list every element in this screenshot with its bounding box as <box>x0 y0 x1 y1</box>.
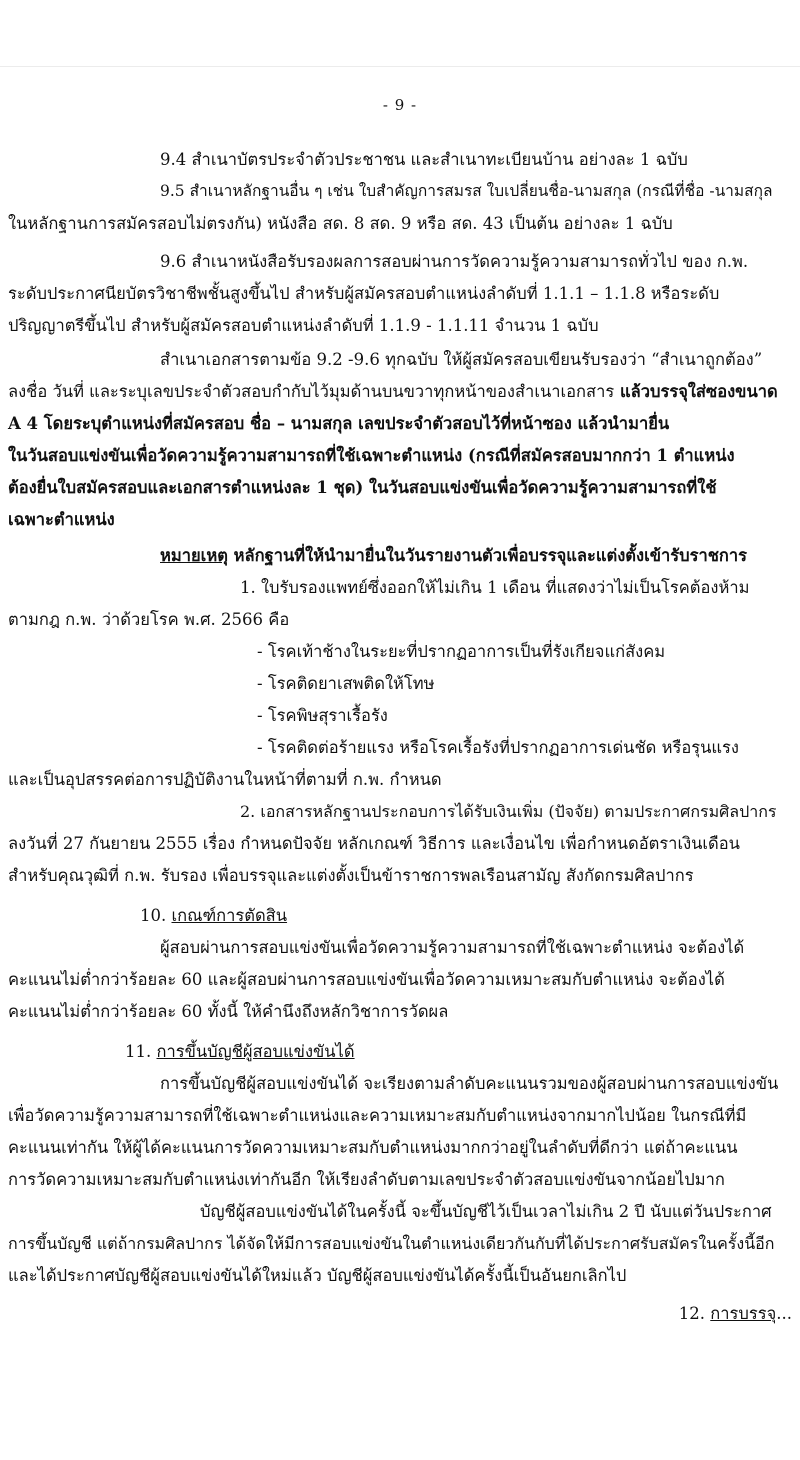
continuation-dots: ... <box>776 1304 792 1323</box>
remark-item-1-cont: ตามกฎ ก.พ. ว่าด้วยโรค พ.ศ. 2566 คือ <box>8 610 290 629</box>
remark-item-2-cont-2: สำหรับคุณวุฒิที่ ก.พ. รับรอง เพื่อบรรจุและแต่งตั้งเป็นข้าราชการพลเรือนสามัญ สังกัดกรมศิลปากร <box>8 866 694 885</box>
disease-2: - โรคติดยาเสพติดให้โทษ <box>257 674 435 693</box>
envelope-instruction: แล้วบรรจุใส่ซองขนาด <box>614 382 778 401</box>
section-10-title: เกณฑ์การตัดสิน <box>171 906 288 925</box>
item-9-5-cont: ในหลักฐานการสมัครสอบไม่ตรงกัน) หนังสือ สด. 8 สด. 9 หรือ สด. 43 เป็นต้น อย่างละ 1 ฉบับ <box>8 214 673 233</box>
section-11-heading <box>125 1042 355 1062</box>
section-10-number: 10. <box>140 906 172 925</box>
envelope-instruction-2: A 4 โดยระบุตำแหน่งที่สมัครสอบ ชื่อ – นามสกุล เลขประจำตัวสอบไว้ที่หน้าซอง แล้วนำมายื่น <box>8 414 670 433</box>
section-11-para-2: เพื่อวัดความรู้ความสามารถที่ใช้เฉพาะตำแหน่งและความเหมาะสมกับตำแหน่งจากมากไปน้อย ในกรณีที่มี <box>8 1106 747 1125</box>
section-11-para-7: และได้ประกาศบัญชีผู้สอบแข่งขันได้ใหม่แล้ว บัญชีผู้สอบแข่งขันได้ครั้งนี้เป็นอันยกเลิกไป <box>8 1266 627 1285</box>
disease-4: - โรคติดต่อร้ายแรง หรือโรคเรื้อรังที่ปรากฏอาการเด่นชัด หรือรุนแรง <box>257 738 739 757</box>
section-11-para-3: คะแนนเท่ากัน ให้ผู้ได้คะแนนการวัดความเหมาะสมกับตำแหน่งมากกว่าอยู่ในลำดับที่ดีกว่า แต่ถ้าคะแนน <box>8 1138 738 1157</box>
section-10-heading <box>140 906 287 926</box>
remark-item-1: 1. ใบรับรองแพทย์ซึ่งออกให้ไม่เกิน 1 เดือน ที่แสดงว่าไม่เป็นโรคต้องห้าม <box>240 578 750 597</box>
page-number: - 9 - <box>382 96 418 114</box>
section-10-para-1: ผู้สอบผ่านการสอบแข่งขันเพื่อวัดความรู้ความสามารถที่ใช้เฉพาะตำแหน่ง จะต้องได้ <box>160 938 745 957</box>
remark-text: หลักฐานที่ให้นำมายื่นในวันรายงานตัวเพื่อบรรจุและแต่งตั้งเข้ารับราชการ <box>227 546 748 565</box>
remark-item-2-cont-1: ลงวันที่ 27 กันยายน 2555 เรื่อง กำหนดปัจจัย หลักเกณฑ์ วิธีการ และเงื่อนไข เพื่อกำหนดอัตราเงินเดือน <box>8 834 740 853</box>
copy-certify-text: ลงชื่อ วันที่ และระบุเลขประจำตัวสอบกำกับไว้มุมด้านบนขวาทุกหน้าของสำเนาเอกสาร <box>8 382 615 401</box>
copy-certify-paragraph: สำเนาเอกสารตามข้อ 9.2 -9.6 ทุกฉบับ ให้ผู้สมัครสอบเขียนรับรองว่า “สำเนาถูกต้อง” <box>160 350 763 369</box>
remark-label: หมายเหตุ <box>160 546 228 565</box>
next-page-indicator <box>679 1304 792 1324</box>
item-9-6-cont-2: ปริญญาตรีขึ้นไป สำหรับผู้สมัครสอบตำแหน่งลำดับที่ 1.1.9 - 1.1.11 จำนวน 1 ฉบับ <box>8 316 599 335</box>
item-9-6-cont-1: ระดับประกาศนียบัตรวิชาชีพชั้นสูงขึ้นไป สำหรับผู้สมัครสอบตำแหน่งลำดับที่ 1.1.1 – 1.1.8 หรือระดับ <box>8 284 720 303</box>
section-11-number: 11. <box>125 1042 157 1061</box>
item-9-4: 9.4 สำเนาบัตรประจำตัวประชาชน และสำเนาทะเบียนบ้าน อย่างละ 1 ฉบับ <box>160 150 688 169</box>
next-section-number: 12. <box>678 1304 711 1323</box>
section-11-title: การขึ้นบัญชีผู้สอบแข่งขันได้ <box>156 1042 355 1061</box>
envelope-instruction-4: ต้องยื่นใบสมัครสอบและเอกสารตำแหน่งละ 1 ชุด) ในวันสอบแข่งขันเพื่อวัดความรู้ความสามารถที่ใช้ <box>8 478 717 497</box>
section-11-para-6: การขึ้นบัญชี แต่ถ้ากรมศิลปากร ได้จัดให้มีการสอบแข่งขันในตำแหน่งเดียวกันกับที่ได้ประกาศรับสมัครในครั้งนี้อีก <box>8 1234 775 1253</box>
page-top-divider <box>0 66 800 67</box>
disease-3: - โรคพิษสุราเรื้อรัง <box>257 706 388 725</box>
remark-heading <box>160 546 747 566</box>
envelope-instruction-3: ในวันสอบแข่งขันเพื่อวัดความรู้ความสามารถที่ใช้เฉพาะตำแหน่ง (กรณีที่สมัครสอบมากกว่า 1 ตำแหน่ง <box>8 446 735 465</box>
copy-certify-line-2 <box>8 382 778 402</box>
envelope-instruction-5: เฉพาะตำแหน่ง <box>8 510 115 529</box>
item-9-6: 9.6 สำเนาหนังสือรับรองผลการสอบผ่านการวัดความรู้ความสามารถทั่วไป ของ ก.พ. <box>160 252 749 271</box>
section-11-para-5: บัญชีผู้สอบแข่งขันได้ในครั้งนี้ จะขึ้นบัญชีไว้เป็นเวลาไม่เกิน 2 ปี นับแต่วันประกาศ <box>200 1202 772 1221</box>
next-section-title: การบรรจุ <box>710 1304 777 1323</box>
section-11-para-4: การวัดความเหมาะสมกับตำแหน่งเท่ากันอีก ให้เรียงลำดับตามเลขประจำตัวสอบแข่งขันจากน้อยไปมาก <box>8 1170 725 1189</box>
item-9-5: 9.5 สำเนาหลักฐานอื่น ๆ เช่น ใบสำคัญการสมรส ใบเปลี่ยนชื่อ-นามสกุล (กรณีที่ชื่อ -นามสกุล <box>160 182 773 200</box>
section-11-para-1: การขึ้นบัญชีผู้สอบแข่งขันได้ จะเรียงตามลำดับคะแนนรวมของผู้สอบผ่านการสอบแข่งขัน <box>160 1074 779 1093</box>
section-10-para-2: คะแนนไม่ต่ำกว่าร้อยละ 60 และผู้สอบผ่านการสอบแข่งขันเพื่อวัดความเหมาะสมกับตำแหน่ง จะต้องได้ <box>8 970 725 989</box>
section-10-para-3: คะแนนไม่ต่ำกว่าร้อยละ 60 ทั้งนี้ ให้คำนึงถึงหลักวิชาการวัดผล <box>8 1002 449 1021</box>
remark-item-2: 2. เอกสารหลักฐานประกอบการได้รับเงินเพิ่ม (ปัจจัย) ตามประกาศกรมศิลปากร <box>240 802 777 821</box>
disease-4-cont: และเป็นอุปสรรคต่อการปฏิบัติงานในหน้าที่ตามที่ ก.พ. กำหนด <box>8 770 442 789</box>
disease-1: - โรคเท้าช้างในระยะที่ปรากฏอาการเป็นที่รังเกียจแก่สังคม <box>257 642 666 661</box>
